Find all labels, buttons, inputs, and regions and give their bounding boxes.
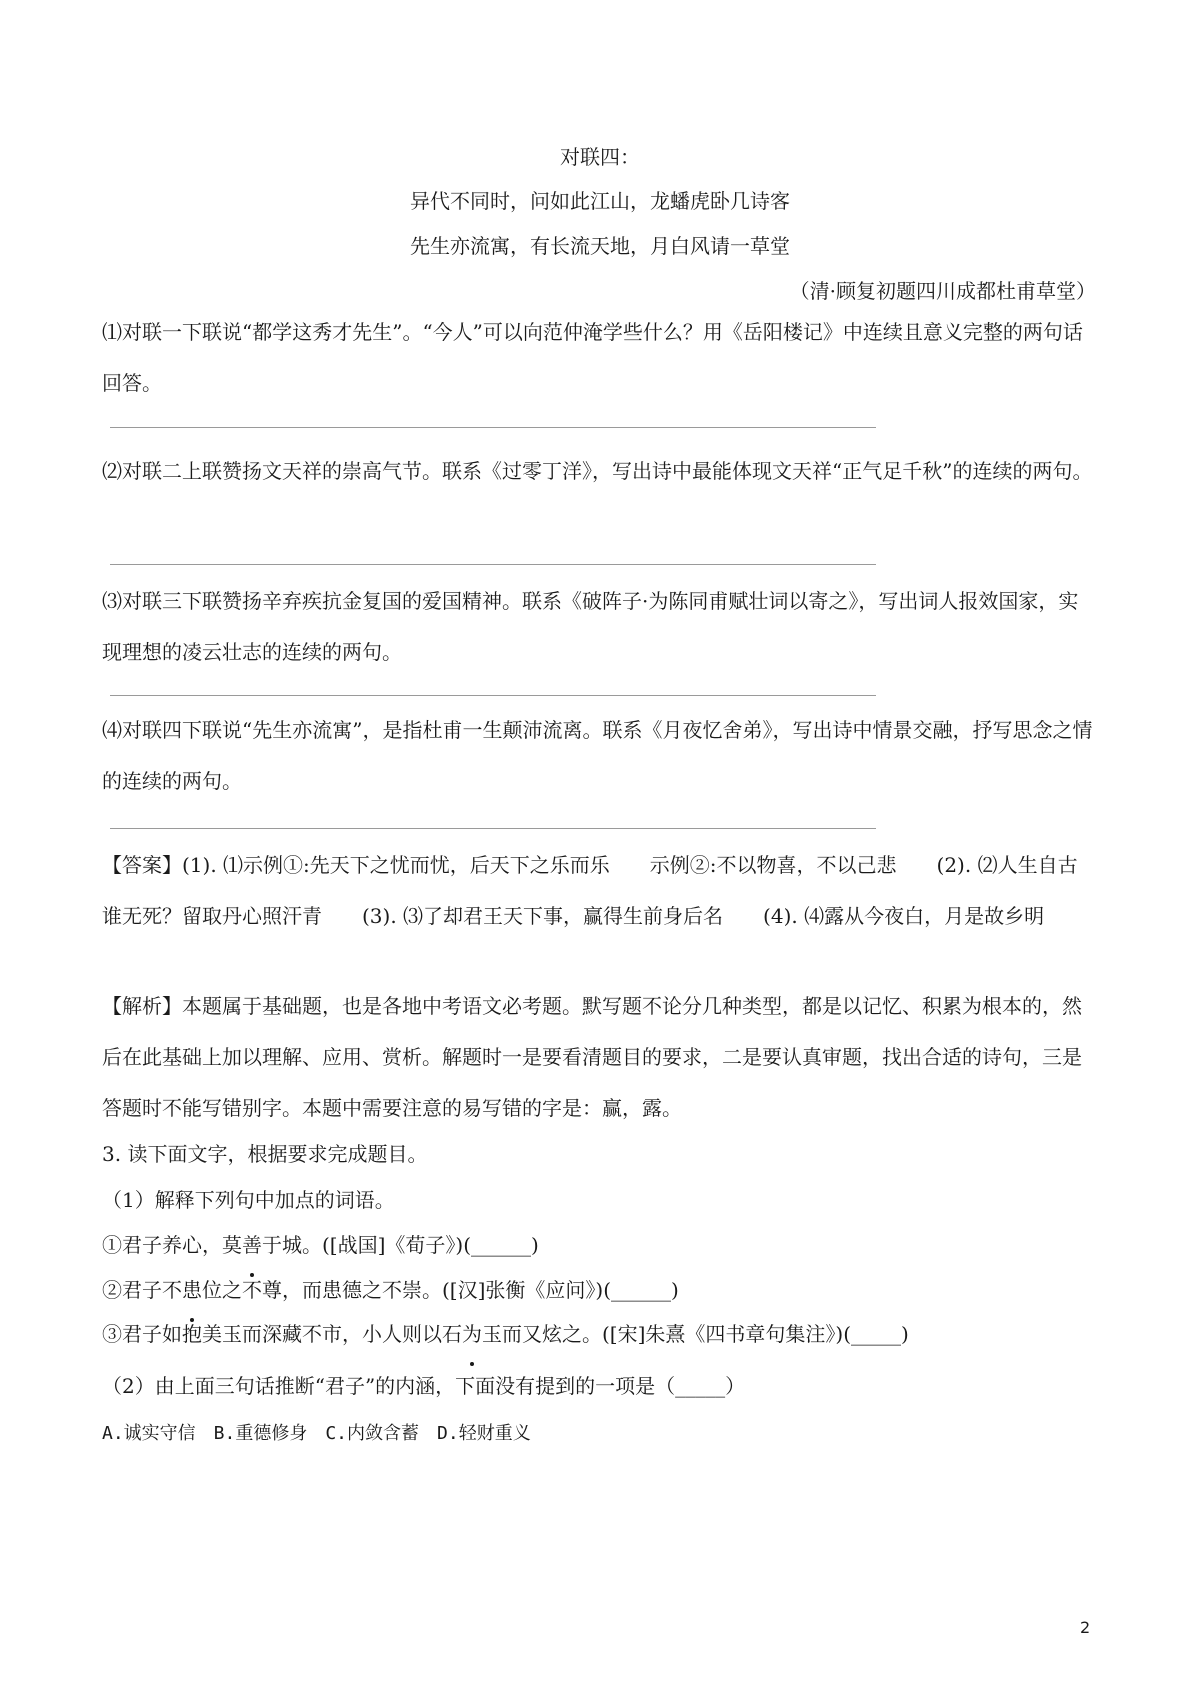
question-3-item-3 [102, 1309, 1096, 1360]
question-4: ⑷对联四下联说“先生亦流寓”，是指杜甫一生颠沛流离。联系《月夜忆舍弟》，写出诗中情景交融，抒写思念之情的连续的两句。 [102, 718, 1093, 793]
question-3-part-1: （1）解释下列句中加点的词语。 [102, 1188, 395, 1212]
answer-line-4 [110, 828, 876, 829]
item-1-text-after: 于城。([战国]《荀子》)(______) [262, 1233, 539, 1257]
dotted-word: 患 [182, 1265, 202, 1316]
item-1-text-before: ①君子养心，莫 [102, 1233, 242, 1257]
question-3: ⑶对联三下联赞扬辛弃疾抗金复国的爱国精神。联系《破阵子·为陈同甫赋壮词以寄之》，写出词人报效国家，实现理想的凌云壮志的连续的两句。 [102, 589, 1079, 664]
answer-text: (1). ⑴示例①:先天下之忧而忧，后天下之乐而乐 示例②:不以物喜，不以己悲 (2). ⑵人生自古谁无死？留取丹心照汗青 (3). ⑶了却君王天下事，赢得生前身后名 (4). ⑷露从今夜白，月是故乡明 [102, 853, 1078, 928]
couplet-lower-line: 先生亦流寓，有长流天地，月白风请一草堂 [410, 234, 790, 258]
answer-line-2 [110, 564, 876, 565]
answer-block [102, 840, 1096, 942]
couplet-upper-line: 异代不同时，问如此江山，龙蟠虎卧几诗客 [410, 189, 790, 213]
question-3-part-2: （2）由上面三句话推断“君子”的内涵，下面没有提到的一项是（_____） [102, 1374, 746, 1398]
question-3-item-1 [102, 1220, 1096, 1271]
analysis-text: 本题属于基础题，也是各地中考语文必考题。默写题不论分几种类型，都是以记忆、积累为根本的，然后在此基础上加以理解、应用、赏析。解题时一是要看清题目的要求，二是要认真审题，找出合适的诗句，三是答题时不能写错别字。本题中需要注意的易写错的字是：赢，露。 [102, 994, 1082, 1120]
page-number: 2 [1080, 1618, 1091, 1637]
dotted-word: 善 [242, 1220, 262, 1271]
analysis-block [102, 981, 1096, 1134]
couplet-source: （清·顾复初题四川成都杜甫草堂） [789, 279, 1096, 303]
answer-line-1 [110, 427, 876, 428]
question-2: ⑵对联二上联赞扬文天祥的崇高气节。联系《过零丁洋》，写出诗中最能体现文天祥“正气足千秋”的连续的两句。 [102, 459, 1093, 483]
question-1: ⑴对联一下联说“都学这秀才先生”。“今人”可以向范仲淹学些什么？用《岳阳楼记》中连续且意义完整的两句话回答。 [102, 320, 1083, 395]
couplet-heading: 对联四： [560, 145, 640, 169]
answer-tag: 【答案】 [102, 853, 182, 877]
item-3-text-after: 玉而又炫之。([宋]朱熹《四书章句集注》)(_____) [482, 1322, 909, 1346]
answer-line-3 [110, 695, 876, 696]
item-3-text-before: ③君子如抱美玉而深藏不市，小人则以石 [102, 1322, 462, 1346]
analysis-tag: 【解析】 [102, 994, 182, 1018]
dotted-word: 为 [462, 1309, 482, 1360]
item-2-text-after: 位之不尊，而患德之不崇。([汉]张衡《应问》)(______) [202, 1278, 679, 1302]
question-3-title: 3. 读下面文字，根据要求完成题目。 [102, 1142, 428, 1166]
item-2-text-before: ②君子不 [102, 1278, 182, 1302]
question-3-options: A.诚实守信 B.重德修身 C.内敛含蓄 D.轻财重义 [102, 1423, 531, 1444]
